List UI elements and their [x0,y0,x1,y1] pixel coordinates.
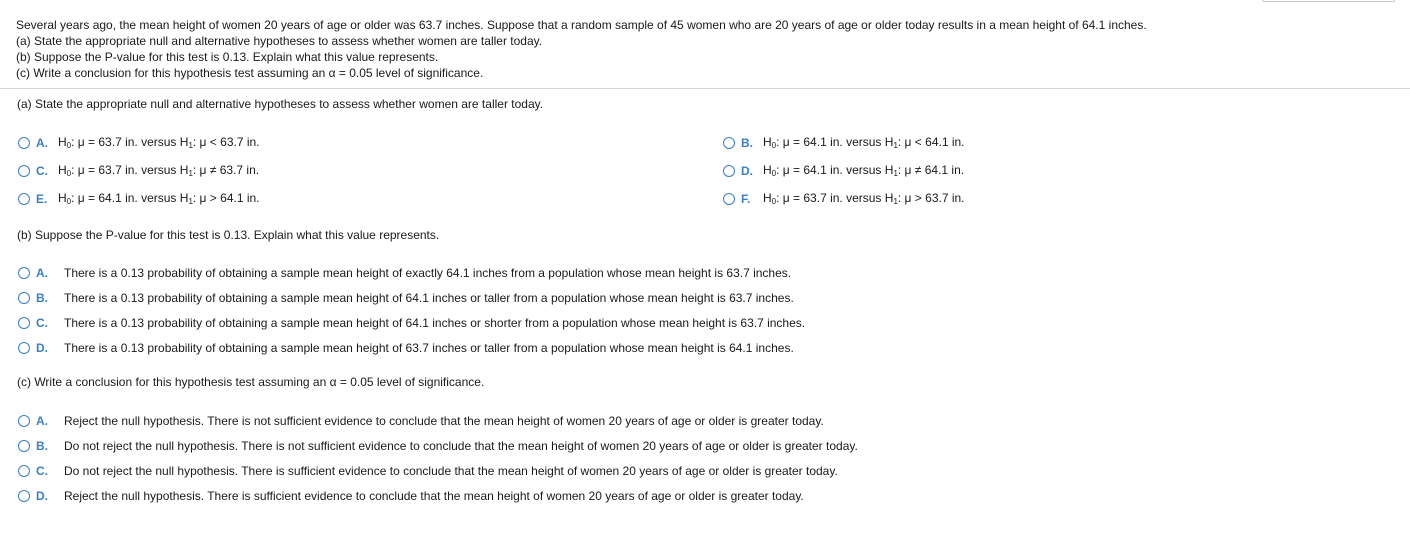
radio-button[interactable] [18,317,30,329]
option-letter: C. [36,316,48,330]
option-text: Reject the null hypothesis. There is sufficient evidence to conclude that the mean height of women 20 years of age or older is greater today. [64,489,804,503]
option-text: There is a 0.13 probability of obtaining a sample mean height of exactly 64.1 inches from a population whose mean height is 63.7 inches. [64,266,792,280]
problem-part-a: (a) State the appropriate null and alternative hypotheses to assess whether women are taller today. [16,34,543,48]
part-a-option-b[interactable] [723,135,965,150]
problem-part-b: (b) Suppose the P-value for this test is 0.13. Explain what this value represents. [16,50,439,64]
radio-button[interactable] [18,415,30,427]
option-letter: B. [36,291,48,305]
radio-button[interactable] [723,137,735,149]
option-letter: B. [36,439,48,453]
radio-button[interactable] [18,465,30,477]
part-a-option-f[interactable] [723,191,965,206]
option-text: $H_0$: μ = 63.7 in. versus $H_1$: μ < 63.7 in. [58,135,260,150]
radio-button[interactable] [18,490,30,502]
option-text: There is a 0.13 probability of obtaining a sample mean height of 64.1 inches or taller from a population whose mean height is 63.7 inches. [64,291,794,305]
option-text: Do not reject the null hypothesis. There is sufficient evidence to conclude that the mean height of women 20 years of age or older is greater today. [64,464,838,478]
option-text: Do not reject the null hypothesis. There is not sufficient evidence to conclude that the mean height of women 20 years of age or older is greater today. [64,439,858,453]
part-b-option-c[interactable] [18,316,805,330]
problem-statement [16,17,1147,81]
part-b-option-d[interactable] [18,341,794,355]
part-a-option-e[interactable] [18,191,260,206]
option-letter: C. [36,464,48,478]
part-c-prompt: (c) Write a conclusion for this hypothesis test assuming an α = 0.05 level of significance. [17,375,485,389]
option-text: $H_0$: μ = 64.1 in. versus $H_1$: μ ≠ 64.1 in. [763,163,965,178]
option-text: $H_0$: μ = 63.7 in. versus $H_1$: μ > 63.7 in. [763,191,965,206]
part-c-option-b[interactable] [18,439,858,453]
part-b-option-b[interactable] [18,291,794,305]
radio-button[interactable] [18,440,30,452]
radio-button[interactable] [18,165,30,177]
option-letter: A. [36,414,48,428]
option-letter: B. [741,135,753,150]
option-letter: C. [36,163,48,178]
part-a-option-d[interactable] [723,163,964,178]
option-letter: D. [741,163,753,178]
radio-button[interactable] [18,267,30,279]
problem-part-c: (c) Write a conclusion for this hypothesis test assuming an α = 0.05 level of significance. [16,66,484,80]
option-letter: D. [36,489,48,503]
part-b-option-a[interactable] [18,266,791,280]
option-letter: F. [741,191,751,206]
option-text: $H_0$: μ = 63.7 in. versus $H_1$: μ ≠ 63.7 in. [58,163,260,178]
radio-button[interactable] [18,342,30,354]
divider [0,88,1410,89]
option-letter: D. [36,341,48,355]
part-c-option-a[interactable] [18,414,824,428]
top-tab-edge [1262,0,1395,2]
radio-button[interactable] [723,165,735,177]
option-letter: A. [36,135,48,150]
part-c-option-d[interactable] [18,489,804,503]
radio-button[interactable] [18,292,30,304]
option-letter: E. [36,191,48,206]
part-c-option-c[interactable] [18,464,838,478]
part-b-prompt: (b) Suppose the P-value for this test is 0.13. Explain what this value represents. [17,228,440,242]
radio-button[interactable] [18,137,30,149]
radio-button[interactable] [18,193,30,205]
radio-button[interactable] [723,193,735,205]
part-a-option-a[interactable] [18,135,260,150]
option-text: There is a 0.13 probability of obtaining a sample mean height of 64.1 inches or shorter from a population whose mean height is 63.7 inches. [64,316,806,330]
problem-text: Several years ago, the mean height of women 20 years of age or older was 63.7 inches. Suppose that a random sample of 45 women who are 20 years of age or older today results in a mean height of 64.1 inches. [16,18,1147,32]
part-a-option-c[interactable] [18,163,259,178]
option-text: Reject the null hypothesis. There is not sufficient evidence to conclude that the mean height of women 20 years of age or older is greater today. [64,414,824,428]
option-text: There is a 0.13 probability of obtaining a sample mean height of 63.7 inches or taller from a population whose mean height is 64.1 inches. [64,341,794,355]
option-text: $H_0$: μ = 64.1 in. versus $H_1$: μ < 64.1 in. [763,135,965,150]
option-text: $H_0$: μ = 64.1 in. versus $H_1$: μ > 64.1 in. [58,191,260,206]
option-letter: A. [36,266,48,280]
part-a-prompt: (a) State the appropriate null and alternative hypotheses to assess whether women are taller today. [17,97,544,111]
